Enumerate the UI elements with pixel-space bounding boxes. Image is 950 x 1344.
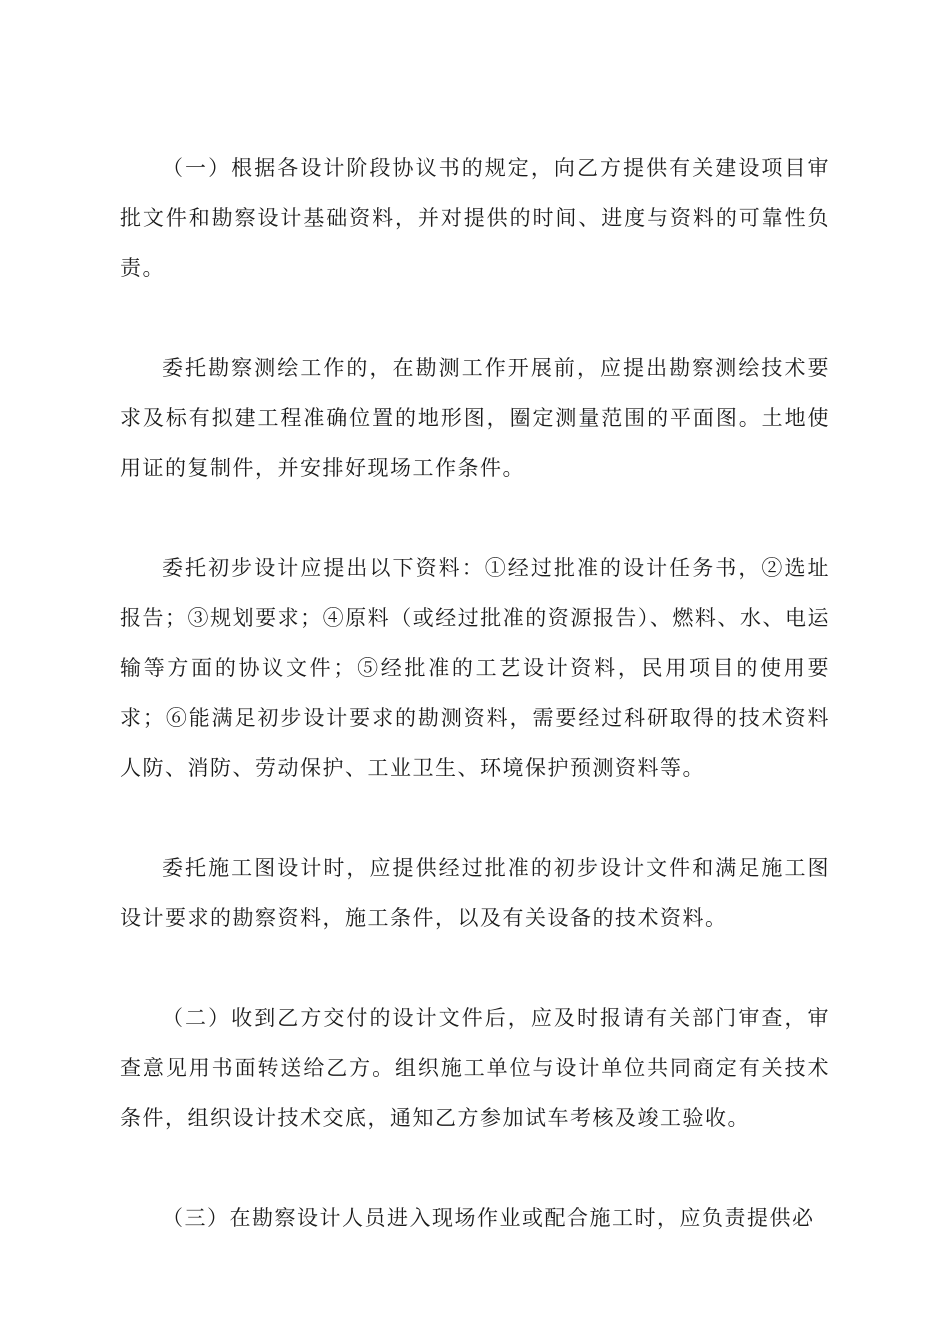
paragraph-4: 委托施工图设计时，应提供经过批准的初步设计文件和满足施工图设计要求的勘察资料，施工条件，以及有关设备的技术资料。 [120, 856, 830, 930]
paragraph-2: 委托勘察测绘工作的，在勘测工作开展前，应提出勘察测绘技术要求及标有拟建工程准确位置的地形图，圈定测量范围的平面图。土地使用证的复制件，并安排好现场工作条件。 [120, 356, 830, 480]
paragraph-5: （二）收到乙方交付的设计文件后，应及时报请有关部门审查，审查意见用书面转送给乙方。组织施工单位与设计单位共同商定有关技术条件，组织设计技术交底，通知乙方参加试车考核及竣工验收。 [120, 1006, 830, 1130]
paragraph-1: （一）根据各设计阶段协议书的规定，向乙方提供有关建设项目审批文件和勘察设计基础资料，并对提供的时间、进度与资料的可靠性负责。 [120, 156, 830, 280]
paragraph-3: 委托初步设计应提出以下资料：①经过批准的设计任务书，②选址报告；③规划要求；④原料（或经过批准的资源报告）、燃料、水、电运输等方面的协议文件；⑤经批准的工艺设计资料，民用项目的使用要求；⑥能满足初步设计要求的勘测资料，需要经过科研取得的技术资料人防、消防、劳动保护、工业卫生、环境保护预测资料等。 [120, 556, 830, 780]
paragraph-6: （三）在勘察设计人员进入现场作业或配合施工时，应负责提供必 [162, 1206, 815, 1230]
